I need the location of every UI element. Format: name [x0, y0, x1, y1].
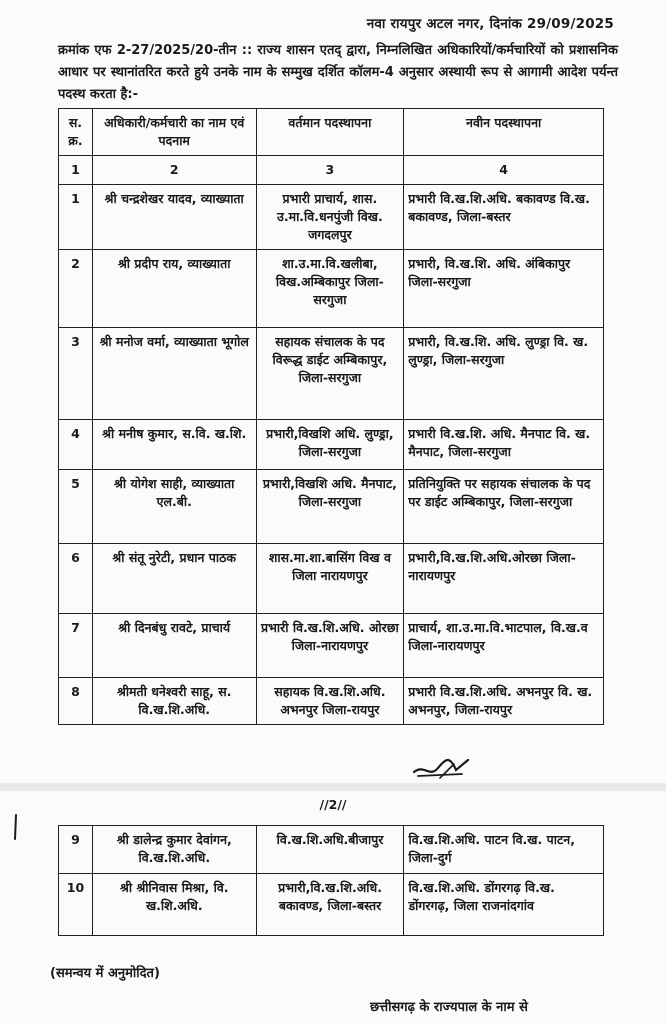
- table-header-row: [59, 109, 604, 156]
- cell-sno: 9: [59, 826, 93, 874]
- cell-new-posting: प्राचार्य, शा.उ.मा.वि.भाटपाल, वि.ख.व जिला-नारायणपुर: [404, 614, 604, 678]
- table-row: [59, 544, 604, 614]
- cell-new-posting: वि.ख.शि.अधि. पाटन वि.ख. पाटन, जिला-दुर्ग: [404, 826, 604, 874]
- col-number-4: 4: [404, 156, 604, 185]
- order-intro-paragraph: क्रमांक एफ 2-27/2025/20-तीन :: राज्य शासन एतद् द्वारा, निम्नलिखित अधिकारियों/कर्मचारियों को प्रशासनिक आधार पर स्थानांतरित करते हुये उनके नाम के सम्मुख दर्शित कॉलम-4 अनुसार अस्थायी रूप से आगामी आदेश पर्यन्त पदस्थ करता है:-: [58, 43, 618, 102]
- cell-current-posting: प्रभारी,विखशि अधि. लुण्ड्रा, जिला-सरगुजा: [256, 420, 404, 470]
- table-row: [59, 874, 604, 936]
- cell-current-posting: सहायक वि.ख.शि.अधि. अभनपुर जिला-रायपुर: [256, 678, 404, 725]
- cell-officer-name: श्री दिनबंधु रावटे, प्राचार्य: [92, 614, 256, 678]
- cell-officer-name: श्री डालेन्द्र कुमार देवांगन, वि.ख.शि.अधि.: [92, 826, 256, 874]
- header-name: अधिकारी/कर्मचारी का नाम एवं पदनाम: [92, 109, 256, 156]
- table-row: [59, 826, 604, 874]
- order-page-2: [0, 791, 666, 1024]
- transfer-table-page-1: [58, 108, 604, 725]
- cell-new-posting: वि.ख.शि.अधि. डोंगरगढ़ वि.ख. डोंगरगढ़, जिला राजनांदगांव: [404, 874, 604, 936]
- cell-new-posting: प्रभारी, वि.ख.शि. अधि. अंबिकापुर जिला-सरगुजा: [404, 250, 604, 328]
- cell-new-posting: प्रतिनियुक्ति पर सहायक संचालक के पद पर डाईट अम्बिकापुर, जिला-सरगुजा: [404, 470, 604, 544]
- header-current-posting: वर्तमान पदस्थापना: [256, 109, 404, 156]
- table-row: [59, 185, 604, 250]
- cell-sno: 3: [59, 328, 93, 420]
- cell-officer-name: श्री श्रीनिवास मिश्रा, वि. ख.शि.अधि.: [92, 874, 256, 936]
- cell-sno: 4: [59, 420, 93, 470]
- cell-officer-name: श्री मनीष कुमार, स.वि. ख.शि.: [92, 420, 256, 470]
- margin-tick-mark: [10, 813, 22, 843]
- table-row: [59, 250, 604, 328]
- cell-current-posting: वि.ख.शि.अधि.बीजापुर: [256, 826, 404, 874]
- cell-current-posting: प्रभारी वि.ख.शि.अधि. ओरछा जिला-नारायणपुर: [256, 614, 404, 678]
- cell-current-posting: प्रभारी,विखशि अधि. मैनपाट, जिला-सरगुजा: [256, 470, 404, 544]
- cell-officer-name: श्री मनोज वर्मा, व्याख्याता भूगोल: [92, 328, 256, 420]
- cell-new-posting: प्रभारी वि.ख.शि.अधि. अभनपुर वि. ख. अभनपुर, जिला-रायपुर: [404, 678, 604, 725]
- cell-new-posting: प्रभारी,वि.ख.शि.अधि.ओरछा जिला-नारायणपुर: [404, 544, 604, 614]
- header-new-posting: नवीन पदस्थापना: [404, 109, 604, 156]
- cell-current-posting: प्रभारी,वि.ख.शि.अधि. बकावण्ड, जिला-बस्तर: [256, 874, 404, 936]
- cell-new-posting: प्रभारी वि.ख.शि.अधि. बकावण्ड वि.ख. बकावण्ड, जिला-बस्तर: [404, 185, 604, 250]
- order-date-line: नवा रायपुर अटल नगर, दिनांक 29/09/2025: [366, 16, 614, 32]
- cell-officer-name: श्री प्रदीप राय, व्याख्याता: [92, 250, 256, 328]
- table-row: [59, 470, 604, 544]
- cell-sno: 10: [59, 874, 93, 936]
- page-number-label: //2//: [319, 797, 347, 812]
- table-row: [59, 328, 604, 420]
- cell-sno: 2: [59, 250, 93, 328]
- cell-officer-name: श्री संतू नुरेटी, प्रधान पाठक: [92, 544, 256, 614]
- cell-current-posting: शा.उ.मा.वि.खलीबा, विख.अम्बिकापुर जिला-सरगुजा: [256, 250, 404, 328]
- table-row: [59, 420, 604, 470]
- cell-new-posting: प्रभारी, वि.ख.शि. अधि. लुण्ड्रा वि. ख. लुण्ड्रा, जिला-सरगुजा: [404, 328, 604, 420]
- cell-sno: 8: [59, 678, 93, 725]
- signature-mark: [410, 752, 478, 784]
- col-number-1: 1: [59, 156, 93, 185]
- cell-current-posting: प्रभारी प्राचार्य, शास. उ.मा.वि.धनपुंजी विख. जगदलपुर: [256, 185, 404, 250]
- cell-officer-name: श्रीमती धनेश्वरी साहू, स. वि.ख.शि.अधि.: [92, 678, 256, 725]
- cell-current-posting: सहायक संचालक के पद विरूद्ध डाईट अम्बिकापुर, जिला-सरगुजा: [256, 328, 404, 420]
- cell-sno: 7: [59, 614, 93, 678]
- table-row: [59, 614, 604, 678]
- col-number-2: 2: [92, 156, 256, 185]
- approved-note: (समन्वय में अनुमोदित): [50, 966, 160, 981]
- col-number-3: 3: [256, 156, 404, 185]
- cell-new-posting: प्रभारी वि.ख.शि. अधि. मैनपाट वि. ख. मैनपाट, जिला-सरगुजा: [404, 420, 604, 470]
- cell-sno: 6: [59, 544, 93, 614]
- cell-officer-name: श्री योगेश साही, व्याख्याता एल.बी.: [92, 470, 256, 544]
- governor-name-line: छत्तीसगढ़ के राज्यपाल के नाम से: [370, 1000, 528, 1015]
- header-sno: स. क्र.: [59, 109, 93, 156]
- table-row: [59, 678, 604, 725]
- cell-current-posting: शास.मा.शा.बासिंग विख व जिला नारायणपुर: [256, 544, 404, 614]
- cell-sno: 5: [59, 470, 93, 544]
- cell-officer-name: श्री चन्द्रशेखर यादव, व्याख्याता: [92, 185, 256, 250]
- cell-sno: 1: [59, 185, 93, 250]
- transfer-table-page-2: [58, 825, 604, 936]
- column-number-row: [59, 156, 604, 185]
- page-separator: [0, 783, 666, 791]
